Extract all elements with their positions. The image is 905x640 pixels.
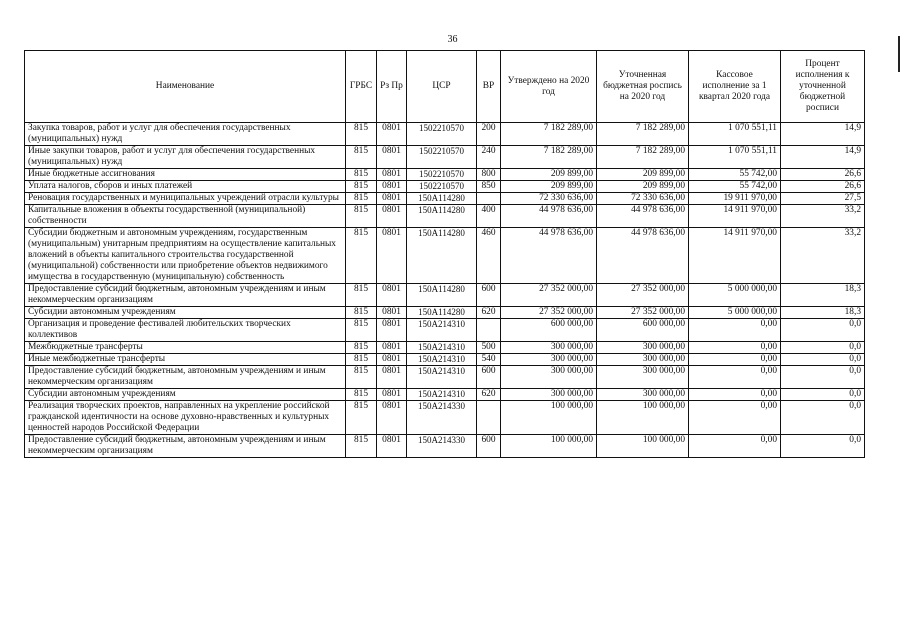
cell-cash: 0,00 (689, 319, 781, 342)
cell-grbs: 815 (346, 169, 377, 181)
cell-rzpr: 0801 (377, 401, 407, 435)
cell-percent: 0,0 (781, 401, 865, 435)
cell-name: Уплата налогов, сборов и иных платежей (25, 181, 346, 193)
table-row (25, 389, 865, 401)
cell-csr: 1502210570 (407, 169, 477, 181)
cell-percent: 18,3 (781, 284, 865, 307)
cell-approved: 44 978 636,00 (501, 228, 597, 284)
cell-name: Реализация творческих проектов, направленных на укрепление российской гражданской идентичности на основе духовно-нравственных и культурных ценностей народов Российской Федерации (25, 401, 346, 435)
cell-cash: 5 000 000,00 (689, 284, 781, 307)
cell-cash: 0,00 (689, 366, 781, 389)
cell-refined: 7 182 289,00 (597, 146, 689, 169)
header-refined: Уточненная бюджетная роспись на 2020 год (597, 51, 689, 123)
cell-cash: 55 742,00 (689, 181, 781, 193)
cell-refined: 27 352 000,00 (597, 307, 689, 319)
cell-csr: 150A214310 (407, 389, 477, 401)
table-row (25, 342, 865, 354)
header-approved: Утверждено на 2020 год (501, 51, 597, 123)
cell-refined: 600 000,00 (597, 319, 689, 342)
table-row (25, 435, 865, 458)
cell-percent: 26,6 (781, 169, 865, 181)
header-grbs: ГРБС (346, 51, 377, 123)
cell-name: Закупка товаров, работ и услуг для обеспечения государственных (муниципальных) нужд (25, 123, 346, 146)
cell-name: Предоставление субсидий бюджетным, автономным учреждениям и иным некоммерческим организациям (25, 366, 346, 389)
cell-vr (477, 401, 501, 435)
table-row (25, 181, 865, 193)
cell-refined: 44 978 636,00 (597, 228, 689, 284)
cell-rzpr: 0801 (377, 193, 407, 205)
cell-percent: 0,0 (781, 435, 865, 458)
cell-csr: 1502210570 (407, 146, 477, 169)
cell-vr: 600 (477, 435, 501, 458)
cell-approved: 209 899,00 (501, 181, 597, 193)
table-row (25, 354, 865, 366)
cell-vr: 620 (477, 307, 501, 319)
table-body (25, 123, 865, 458)
cell-name: Иные закупки товаров, работ и услуг для обеспечения государственных (муниципальных) нужд (25, 146, 346, 169)
cell-rzpr: 0801 (377, 146, 407, 169)
cell-grbs: 815 (346, 181, 377, 193)
cell-approved: 300 000,00 (501, 342, 597, 354)
cell-vr (477, 319, 501, 342)
table-row (25, 123, 865, 146)
cell-approved: 300 000,00 (501, 389, 597, 401)
cell-name: Предоставление субсидий бюджетным, автономным учреждениям и иным некоммерческим организациям (25, 435, 346, 458)
margin-mark (898, 36, 900, 72)
cell-grbs: 815 (346, 284, 377, 307)
cell-cash: 0,00 (689, 435, 781, 458)
cell-cash: 5 000 000,00 (689, 307, 781, 319)
cell-percent: 0,0 (781, 389, 865, 401)
cell-csr: 150A214310 (407, 319, 477, 342)
cell-grbs: 815 (346, 228, 377, 284)
table-row (25, 146, 865, 169)
cell-grbs: 815 (346, 193, 377, 205)
cell-grbs: 815 (346, 342, 377, 354)
cell-vr: 600 (477, 366, 501, 389)
cell-approved: 27 352 000,00 (501, 284, 597, 307)
cell-percent: 0,0 (781, 354, 865, 366)
table-row (25, 169, 865, 181)
cell-rzpr: 0801 (377, 435, 407, 458)
cell-grbs: 815 (346, 146, 377, 169)
cell-vr: 460 (477, 228, 501, 284)
cell-rzpr: 0801 (377, 307, 407, 319)
cell-approved: 100 000,00 (501, 435, 597, 458)
cell-rzpr: 0801 (377, 319, 407, 342)
cell-rzpr: 0801 (377, 342, 407, 354)
table-row (25, 401, 865, 435)
cell-csr: 150A114280 (407, 228, 477, 284)
cell-csr: 150A214310 (407, 366, 477, 389)
cell-grbs: 815 (346, 205, 377, 228)
cell-percent: 14,9 (781, 146, 865, 169)
cell-rzpr: 0801 (377, 169, 407, 181)
header-percent: Процент исполнения к уточненной бюджетной росписи (781, 51, 865, 123)
header-row (25, 51, 865, 123)
cell-csr: 150A114280 (407, 284, 477, 307)
cell-vr: 620 (477, 389, 501, 401)
cell-approved: 600 000,00 (501, 319, 597, 342)
cell-csr: 150A214330 (407, 401, 477, 435)
table-row (25, 205, 865, 228)
cell-rzpr: 0801 (377, 123, 407, 146)
cell-cash: 14 911 970,00 (689, 228, 781, 284)
cell-csr: 1502210570 (407, 123, 477, 146)
cell-name: Иные межбюджетные трансферты (25, 354, 346, 366)
cell-refined: 72 330 636,00 (597, 193, 689, 205)
cell-cash: 0,00 (689, 401, 781, 435)
cell-grbs: 815 (346, 307, 377, 319)
table-row (25, 307, 865, 319)
cell-csr: 150A114280 (407, 307, 477, 319)
cell-csr: 150A214310 (407, 354, 477, 366)
cell-rzpr: 0801 (377, 181, 407, 193)
cell-grbs: 815 (346, 354, 377, 366)
cell-cash: 1 070 551,11 (689, 146, 781, 169)
cell-approved: 209 899,00 (501, 169, 597, 181)
header-vr: ВР (477, 51, 501, 123)
header-csr: ЦСР (407, 51, 477, 123)
cell-approved: 7 182 289,00 (501, 123, 597, 146)
cell-name: Субсидии автономным учреждениям (25, 389, 346, 401)
cell-refined: 100 000,00 (597, 401, 689, 435)
cell-rzpr: 0801 (377, 389, 407, 401)
header-name: Наименование (25, 51, 346, 123)
cell-rzpr: 0801 (377, 228, 407, 284)
cell-refined: 300 000,00 (597, 366, 689, 389)
table-row (25, 319, 865, 342)
cell-percent: 0,0 (781, 366, 865, 389)
cell-approved: 300 000,00 (501, 366, 597, 389)
cell-rzpr: 0801 (377, 205, 407, 228)
cell-csr: 1502210570 (407, 181, 477, 193)
cell-vr (477, 193, 501, 205)
cell-refined: 300 000,00 (597, 342, 689, 354)
cell-csr: 150A214310 (407, 342, 477, 354)
cell-refined: 300 000,00 (597, 389, 689, 401)
cell-refined: 7 182 289,00 (597, 123, 689, 146)
cell-approved: 300 000,00 (501, 354, 597, 366)
cell-name: Реновация государственных и муниципальных учреждений отрасли культуры (25, 193, 346, 205)
cell-grbs: 815 (346, 435, 377, 458)
cell-approved: 100 000,00 (501, 401, 597, 435)
header-cash: Кассовое исполнение за 1 квартал 2020 года (689, 51, 781, 123)
cell-grbs: 815 (346, 389, 377, 401)
table-row (25, 284, 865, 307)
cell-approved: 72 330 636,00 (501, 193, 597, 205)
cell-vr: 500 (477, 342, 501, 354)
cell-grbs: 815 (346, 401, 377, 435)
cell-cash: 1 070 551,11 (689, 123, 781, 146)
cell-percent: 33,2 (781, 228, 865, 284)
cell-percent: 26,6 (781, 181, 865, 193)
cell-vr: 600 (477, 284, 501, 307)
cell-name: Субсидии автономным учреждениям (25, 307, 346, 319)
cell-vr: 850 (477, 181, 501, 193)
header-rzpr: Рз Пр (377, 51, 407, 123)
cell-refined: 100 000,00 (597, 435, 689, 458)
cell-refined: 27 352 000,00 (597, 284, 689, 307)
cell-percent: 14,9 (781, 123, 865, 146)
cell-vr: 200 (477, 123, 501, 146)
cell-grbs: 815 (346, 319, 377, 342)
cell-name: Предоставление субсидий бюджетным, автономным учреждениям и иным некоммерческим организациям (25, 284, 346, 307)
cell-cash: 0,00 (689, 354, 781, 366)
cell-csr: 150A114280 (407, 193, 477, 205)
cell-csr: 150A214330 (407, 435, 477, 458)
cell-vr: 540 (477, 354, 501, 366)
cell-percent: 0,0 (781, 342, 865, 354)
cell-csr: 150A114280 (407, 205, 477, 228)
cell-approved: 27 352 000,00 (501, 307, 597, 319)
cell-percent: 18,3 (781, 307, 865, 319)
cell-rzpr: 0801 (377, 366, 407, 389)
cell-refined: 300 000,00 (597, 354, 689, 366)
budget-table (24, 50, 865, 458)
cell-vr: 240 (477, 146, 501, 169)
cell-grbs: 815 (346, 366, 377, 389)
table-row (25, 228, 865, 284)
cell-percent: 0,0 (781, 319, 865, 342)
cell-percent: 33,2 (781, 205, 865, 228)
cell-refined: 209 899,00 (597, 181, 689, 193)
cell-vr: 800 (477, 169, 501, 181)
cell-name: Межбюджетные трансферты (25, 342, 346, 354)
cell-rzpr: 0801 (377, 354, 407, 366)
cell-percent: 27,5 (781, 193, 865, 205)
cell-cash: 55 742,00 (689, 169, 781, 181)
cell-name: Организация и проведение фестивалей любительских творческих коллективов (25, 319, 346, 342)
cell-cash: 14 911 970,00 (689, 205, 781, 228)
cell-rzpr: 0801 (377, 284, 407, 307)
cell-refined: 209 899,00 (597, 169, 689, 181)
cell-approved: 44 978 636,00 (501, 205, 597, 228)
cell-approved: 7 182 289,00 (501, 146, 597, 169)
page-number: 36 (447, 34, 458, 45)
table-row (25, 193, 865, 205)
cell-cash: 19 911 970,00 (689, 193, 781, 205)
cell-refined: 44 978 636,00 (597, 205, 689, 228)
cell-vr: 400 (477, 205, 501, 228)
cell-name: Капитальные вложения в объекты государственной (муниципальной) собственности (25, 205, 346, 228)
cell-name: Иные бюджетные ассигнования (25, 169, 346, 181)
cell-cash: 0,00 (689, 389, 781, 401)
cell-cash: 0,00 (689, 342, 781, 354)
cell-grbs: 815 (346, 123, 377, 146)
cell-name: Субсидии бюджетным и автономным учреждениям, государственным (муниципальным) унитарным предприятиям на осуществление капитальных вложений в объекты капитального строительства государственной (муниципальной) собственности или приобретение объектов недвижимого имущества в государственную (муниципальную) собственность (25, 228, 346, 284)
table-row (25, 366, 865, 389)
